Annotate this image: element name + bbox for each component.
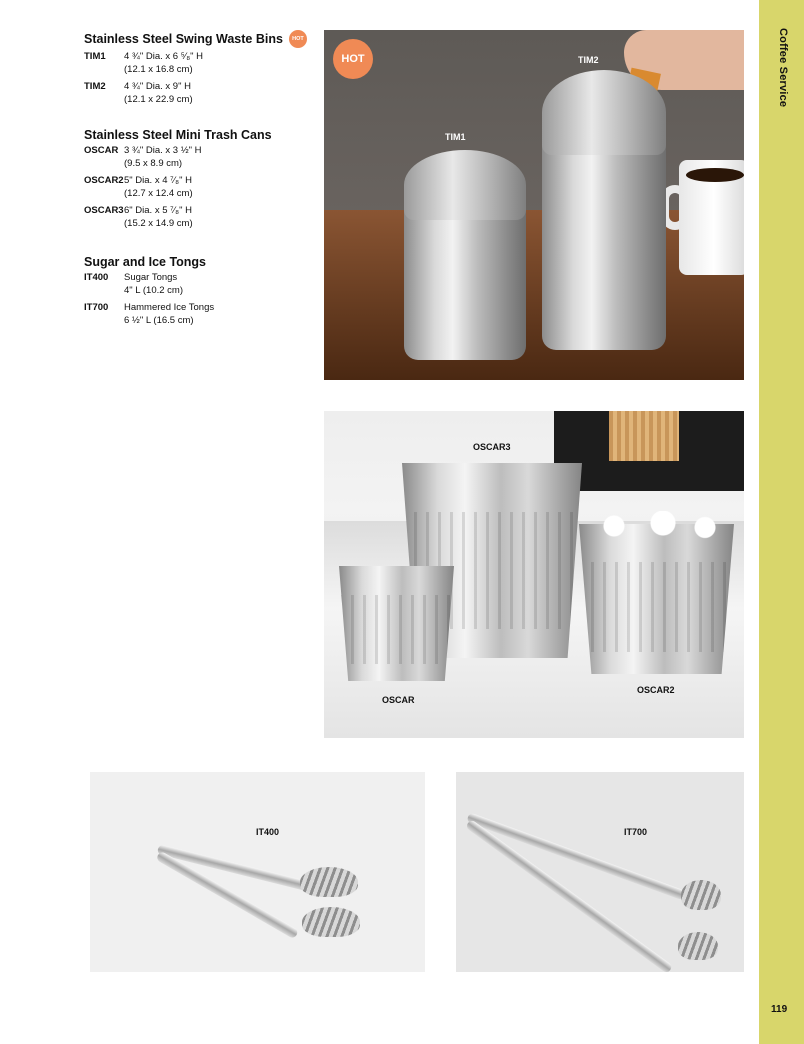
hot-badge: HOT	[289, 30, 307, 48]
tong-arm-upper	[466, 812, 686, 900]
tong-arm-lower	[465, 819, 673, 972]
oscar-can-image	[339, 566, 454, 681]
tim1-lid	[404, 150, 526, 220]
product-sku: OSCAR2	[84, 175, 124, 186]
product-dimension: 3 ¾" Dia. x 3 ½" H	[124, 145, 202, 156]
product-row	[84, 272, 314, 297]
swing-bins-photo	[324, 30, 744, 380]
section-heading: Stainless Steel Mini Trash Cans	[84, 128, 272, 142]
coffee-surface	[686, 168, 744, 182]
product-row	[84, 145, 314, 170]
product-row	[84, 205, 314, 230]
ice-tongs-photo	[456, 772, 744, 972]
mini-trash-cans-photo	[324, 411, 744, 738]
product-dimension: 5" Dia. x 4 ⁷⁄₈" H	[124, 175, 192, 186]
page-number: 119	[771, 1004, 788, 1015]
hot-badge: HOT	[333, 39, 373, 79]
tim2-label: TIM2	[578, 55, 599, 65]
product-row	[84, 302, 314, 327]
oscar3-label: OSCAR3	[473, 442, 511, 452]
stir-sticks	[609, 411, 679, 461]
tim2-lid	[542, 70, 666, 155]
tong-claw-lower	[678, 932, 718, 960]
oscar-label: OSCAR	[382, 695, 415, 705]
tim2-bin-image	[542, 125, 666, 350]
product-sku: OSCAR3	[84, 205, 124, 216]
product-dimension: 4 ¾" Dia. x 9" H	[124, 81, 191, 92]
product-dimension: 4 ¾" Dia. x 6 ⁵⁄₈" H	[124, 51, 204, 62]
product-row	[84, 51, 314, 76]
oscar2-label: OSCAR2	[637, 685, 675, 695]
product-sku: IT400	[84, 272, 109, 283]
product-dimension-metric: (12.1 x 22.9 cm)	[124, 93, 193, 105]
tong-claw-lower	[302, 907, 360, 937]
product-dimension-metric: (12.7 x 12.4 cm)	[124, 187, 193, 199]
product-dimension-metric: (15.2 x 14.9 cm)	[124, 217, 193, 229]
product-dimension-metric: (12.1 x 16.8 cm)	[124, 63, 193, 75]
it700-label: IT700	[624, 827, 648, 837]
product-sku: TIM2	[84, 81, 106, 92]
product-dimension: 4" L (10.2 cm)	[124, 284, 183, 296]
swing-waste-bins-section	[84, 30, 314, 111]
tongs-section	[84, 255, 314, 332]
tim1-label: TIM1	[445, 132, 466, 142]
product-dimension-metric: (9.5 x 8.9 cm)	[124, 157, 183, 169]
product-name: Hammered Ice Tongs	[124, 302, 215, 313]
section-heading	[84, 30, 314, 48]
product-dimension: 6" Dia. x 5 ⁷⁄₈" H	[124, 205, 192, 216]
oscar2-can-image	[579, 524, 734, 674]
product-dimension: 6 ½" L (16.5 cm)	[124, 314, 194, 326]
product-sku: IT700	[84, 302, 109, 313]
product-row	[84, 175, 314, 200]
sugar-tongs-photo	[90, 772, 425, 972]
it400-label: IT400	[256, 827, 280, 837]
product-sku: OSCAR	[84, 145, 119, 156]
tong-claw-upper	[300, 867, 358, 897]
section-heading-text: Stainless Steel Swing Waste Bins	[84, 32, 283, 46]
tong-claw-upper	[681, 880, 721, 910]
product-row	[84, 81, 314, 106]
product-sku: TIM1	[84, 51, 106, 62]
product-name: Sugar Tongs	[124, 272, 178, 283]
sidebar-band	[759, 0, 804, 1044]
section-title: Coffee Service	[777, 28, 789, 108]
section-heading: Sugar and Ice Tongs	[84, 255, 207, 269]
mini-trash-cans-section	[84, 128, 314, 235]
sugar-packets	[586, 511, 726, 541]
